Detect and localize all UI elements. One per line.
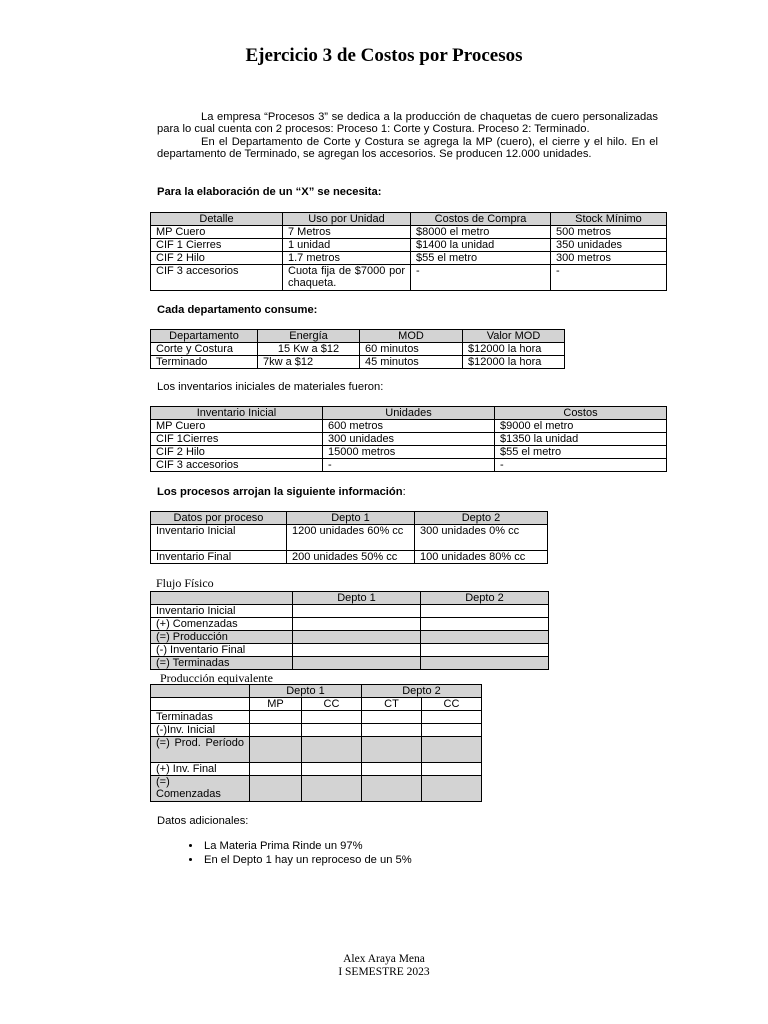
table-header-cell: Costos xyxy=(495,407,667,420)
table-row xyxy=(151,724,482,737)
table-cell: $12000 la hora xyxy=(463,343,565,356)
empty-cell[interactable] xyxy=(302,776,362,802)
table-row xyxy=(151,711,482,724)
table-row xyxy=(151,618,549,631)
table-cell: 15 Kw a $12 xyxy=(258,343,360,356)
table-cell: - xyxy=(411,265,551,291)
empty-cell[interactable] xyxy=(422,776,482,802)
empty-cell[interactable] xyxy=(422,737,482,763)
table-header-cell: Valor MOD xyxy=(463,330,565,343)
empty-cell[interactable] xyxy=(362,737,422,763)
table-cell: - xyxy=(551,265,667,291)
table-header-row xyxy=(151,407,667,420)
table-cell: (-) Inventario Final xyxy=(151,644,293,657)
table-cell: (=) Producción xyxy=(151,631,293,644)
section-heading-process-colon: : xyxy=(402,486,406,498)
empty-cell[interactable] xyxy=(293,631,421,644)
table-subheader-cell: MP xyxy=(250,698,302,711)
process-table xyxy=(150,511,548,564)
table-cell: CIF 1 Cierres xyxy=(151,239,283,252)
empty-cell[interactable] xyxy=(422,724,482,737)
table-row xyxy=(151,356,565,369)
empty-cell[interactable] xyxy=(362,724,422,737)
empty-cell[interactable] xyxy=(421,657,549,670)
table-header-cell: Detalle xyxy=(151,213,283,226)
flujo-fisico-table xyxy=(150,591,549,670)
table-cell: Inventario Final xyxy=(151,551,287,564)
table-cell: 600 metros xyxy=(323,420,495,433)
table-cell: (+) Inv. Final xyxy=(151,763,250,776)
empty-cell[interactable] xyxy=(362,711,422,724)
footer-author: Alex Araya Mena xyxy=(343,953,425,965)
table-row xyxy=(151,605,549,618)
table-cell: Inventario Inicial xyxy=(151,605,293,618)
empty-cell[interactable] xyxy=(293,605,421,618)
table-cell: CIF 2 Hilo xyxy=(151,446,323,459)
table-cell: (=) Comenzadas xyxy=(151,776,250,802)
empty-cell[interactable] xyxy=(421,605,549,618)
table-subheader-cell: CT xyxy=(362,698,422,711)
table-cell: Terminado xyxy=(151,356,258,369)
list-item: • En el Depto 1 hay un reproceso de un 5% xyxy=(202,853,412,867)
table-cell: 7 Metros xyxy=(283,226,411,239)
table-cell: CIF 3 accesorios xyxy=(151,265,283,291)
table-row xyxy=(151,459,667,472)
empty-cell[interactable] xyxy=(422,711,482,724)
table-header-cell: Unidades xyxy=(323,407,495,420)
table-header-cell: Inventario Inicial xyxy=(151,407,323,420)
table-cell: 15000 metros xyxy=(323,446,495,459)
table-cell xyxy=(151,698,250,711)
table-header-cell: Depto 1 xyxy=(250,685,362,698)
table-cell: (-)Inv. Inicial xyxy=(151,724,250,737)
extra-data-list xyxy=(157,839,412,867)
footer-semester: I SEMESTRE 2023 xyxy=(338,965,430,978)
section-heading-process xyxy=(157,486,406,498)
table-row xyxy=(151,644,549,657)
section-heading-equivalente: Producción equivalente xyxy=(160,671,273,685)
table-row xyxy=(151,776,482,802)
table-cell: (=) Terminadas xyxy=(151,657,293,670)
table-cell: - xyxy=(495,459,667,472)
empty-cell[interactable] xyxy=(422,763,482,776)
table-header-cell: Costos de Compra xyxy=(411,213,551,226)
table-row xyxy=(151,433,667,446)
table-header-cell: Depto 1 xyxy=(293,592,421,605)
table-header-row xyxy=(151,512,548,525)
table-cell: 350 unidades xyxy=(551,239,667,252)
table-cell: $55 el metro xyxy=(495,446,667,459)
footer xyxy=(0,953,768,978)
table-row xyxy=(151,551,548,564)
table-row xyxy=(151,252,667,265)
table-header-cell: Departamento xyxy=(151,330,258,343)
table-cell: 45 minutos xyxy=(360,356,463,369)
table-subheader-cell: CC xyxy=(422,698,482,711)
table-cell: 100 unidades 80% cc xyxy=(415,551,548,564)
table-row xyxy=(151,446,667,459)
table-cell: $55 el metro xyxy=(411,252,551,265)
department-table xyxy=(150,329,565,369)
inventory-table xyxy=(150,406,667,472)
empty-cell[interactable] xyxy=(302,711,362,724)
table-row xyxy=(151,737,482,763)
table-row xyxy=(151,239,667,252)
empty-cell[interactable] xyxy=(421,631,549,644)
empty-cell[interactable] xyxy=(362,763,422,776)
table-row xyxy=(151,343,565,356)
table-row xyxy=(151,525,548,551)
empty-cell[interactable] xyxy=(293,644,421,657)
table-header-cell: Depto 2 xyxy=(362,685,482,698)
table-header-cell xyxy=(151,592,293,605)
materials-table xyxy=(150,212,667,291)
table-cell: (+) Comenzadas xyxy=(151,618,293,631)
table-cell: 300 metros xyxy=(551,252,667,265)
table-cell: Terminadas xyxy=(151,711,250,724)
table-cell: $1400 la unidad xyxy=(411,239,551,252)
table-row xyxy=(151,265,667,291)
intro-paragraph-2: En el Departamento de Corte y Costura se agrega la MP (cuero), el cierre y el hilo. En el departamento de Terminado, se agregan los accesorios. Se producen 12.000 unidades. xyxy=(157,135,658,160)
intro-paragraph-1: La empresa “Procesos 3” se dedica a la producción de chaquetas de cuero personalizadas para lo cual cuenta con 2 procesos: Proceso 1: Corte y Costura. Proceso 2: Terminado. xyxy=(157,111,658,136)
intro-text xyxy=(157,111,658,160)
table-header-cell: Uso por Unidad xyxy=(283,213,411,226)
table-cell: CIF 1Cierres xyxy=(151,433,323,446)
table-header-cell: Datos por proceso xyxy=(151,512,287,525)
section-heading-inventory: Los inventarios iniciales de materiales fueron: xyxy=(157,381,384,393)
table-subheader-cell: CC xyxy=(302,698,362,711)
table-cell: - xyxy=(323,459,495,472)
table-cell: MP Cuero xyxy=(151,420,323,433)
empty-cell[interactable] xyxy=(293,657,421,670)
section-heading-process-text: Los procesos arrojan la siguiente información xyxy=(157,486,403,498)
table-header-cell: Depto 2 xyxy=(415,512,548,525)
table-cell: 1200 unidades 60% cc xyxy=(287,525,415,551)
table-cell: 500 metros xyxy=(551,226,667,239)
table-row xyxy=(151,420,667,433)
table-cell: $8000 el metro xyxy=(411,226,551,239)
table-header-row xyxy=(151,685,482,698)
table-row xyxy=(151,631,549,644)
table-cell: 1.7 metros xyxy=(283,252,411,265)
empty-cell[interactable] xyxy=(293,618,421,631)
table-cell: 60 minutos xyxy=(360,343,463,356)
empty-cell[interactable] xyxy=(250,776,302,802)
table-cell: (=) Prod. Período xyxy=(151,737,250,763)
empty-cell[interactable] xyxy=(250,711,302,724)
table-header-cell: Energía xyxy=(258,330,360,343)
table-cell: 200 unidades 50% cc xyxy=(287,551,415,564)
empty-cell[interactable] xyxy=(250,724,302,737)
table-cell: 7kw a $12 xyxy=(258,356,360,369)
table-cell: Cuota fija de $7000 por chaqueta. xyxy=(283,265,411,291)
table-cell: MP Cuero xyxy=(151,226,283,239)
table-cell: 1 unidad xyxy=(283,239,411,252)
table-row xyxy=(151,763,482,776)
section-heading-flujo: Flujo Físico xyxy=(156,576,214,590)
table-header-cell: MOD xyxy=(360,330,463,343)
table-header-row xyxy=(151,330,565,343)
empty-cell[interactable] xyxy=(250,737,302,763)
table-cell: CIF 2 Hilo xyxy=(151,252,283,265)
empty-cell[interactable] xyxy=(362,776,422,802)
empty-cell[interactable] xyxy=(421,618,549,631)
produccion-equivalente-table xyxy=(150,684,482,802)
table-cell: CIF 3 accesorios xyxy=(151,459,323,472)
empty-cell[interactable] xyxy=(302,763,362,776)
table-header-row xyxy=(151,213,667,226)
table-cell: 300 unidades xyxy=(323,433,495,446)
table-cell: $9000 el metro xyxy=(495,420,667,433)
empty-cell[interactable] xyxy=(302,724,362,737)
empty-cell[interactable] xyxy=(421,644,549,657)
table-cell: 300 unidades 0% cc xyxy=(415,525,548,551)
empty-cell[interactable] xyxy=(302,737,362,763)
table-cell: $12000 la hora xyxy=(463,356,565,369)
table-header-cell: Stock Mínimo xyxy=(551,213,667,226)
table-cell: Corte y Costura xyxy=(151,343,258,356)
table-subheader-row xyxy=(151,698,482,711)
section-heading-extra: Datos adicionales: xyxy=(157,815,249,827)
table-row xyxy=(151,657,549,670)
table-header-row xyxy=(151,592,549,605)
table-cell: $1350 la unidad xyxy=(495,433,667,446)
section-heading-departments: Cada departamento consume: xyxy=(157,304,318,316)
section-heading-materials: Para la elaboración de un “X” se necesita: xyxy=(157,186,382,198)
table-header-cell xyxy=(151,685,250,698)
table-header-cell: Depto 1 xyxy=(287,512,415,525)
table-cell: Inventario Inicial xyxy=(151,525,287,551)
page-title: Ejercicio 3 de Costos por Procesos xyxy=(245,45,523,66)
list-item: • La Materia Prima Rinde un 97% xyxy=(202,839,412,853)
table-header-cell: Depto 2 xyxy=(421,592,549,605)
table-row xyxy=(151,226,667,239)
empty-cell[interactable] xyxy=(250,763,302,776)
